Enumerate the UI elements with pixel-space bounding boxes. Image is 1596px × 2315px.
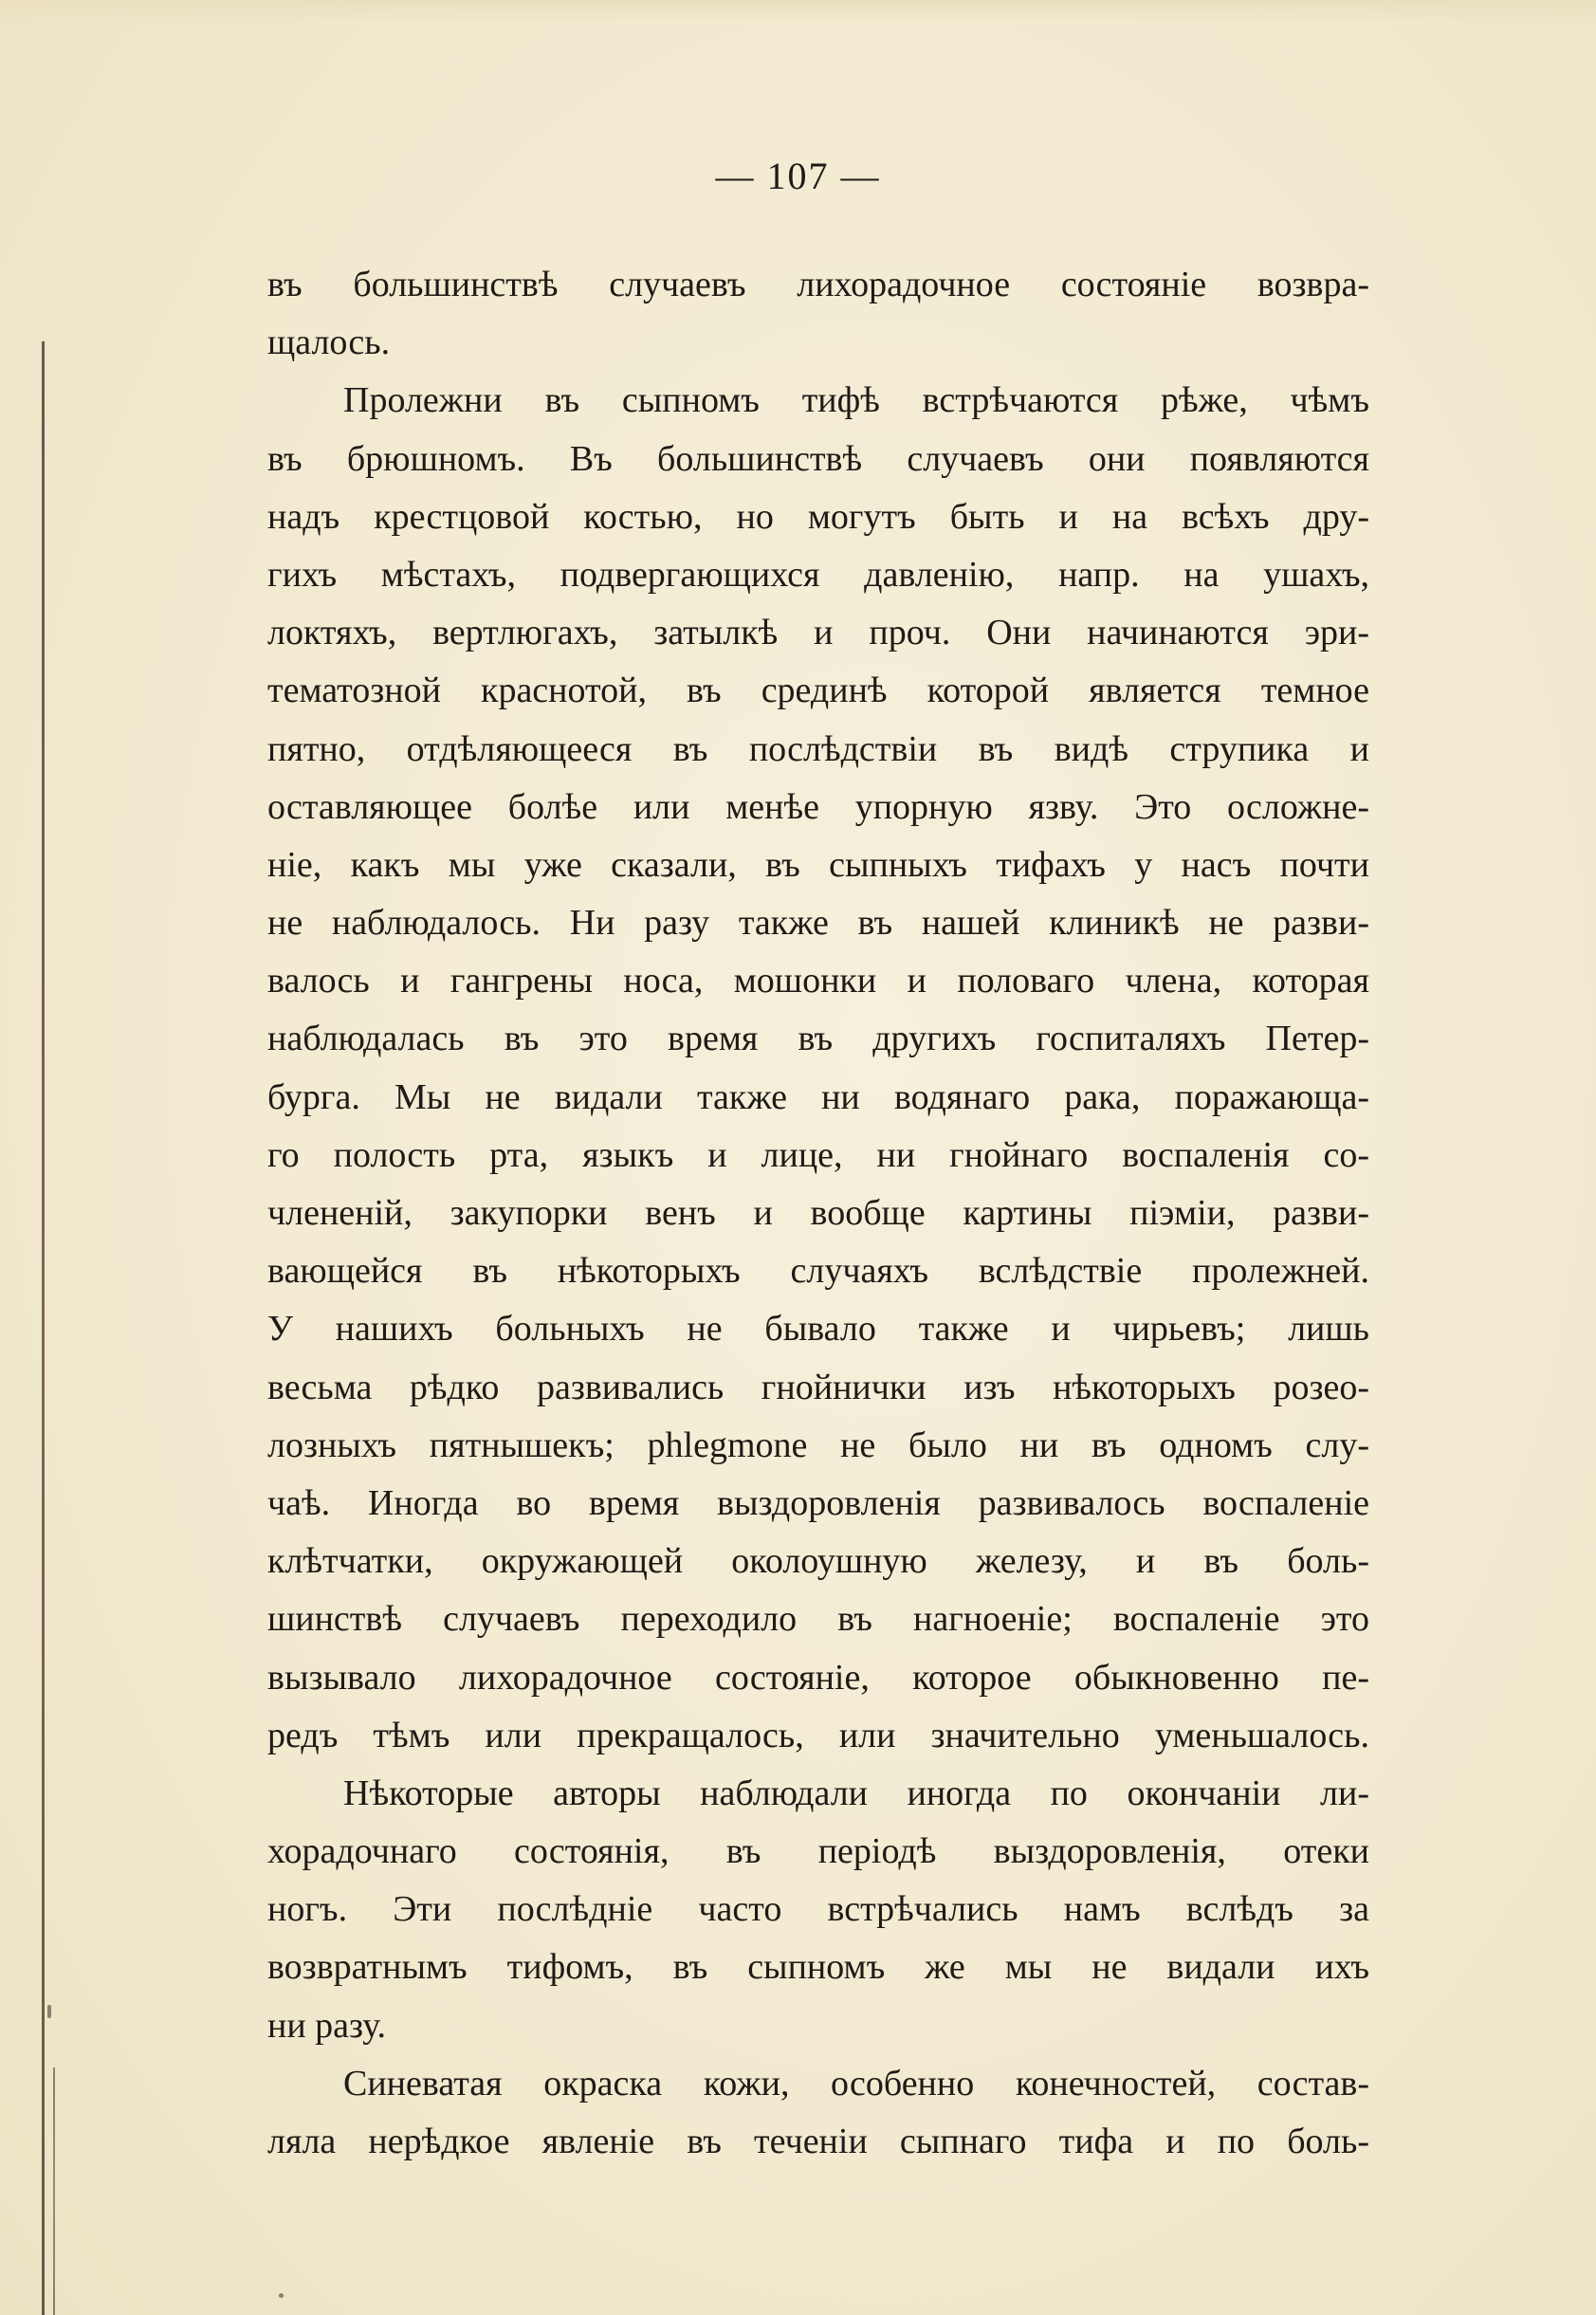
text-line: весьма рѣдко развивались гнойнички изъ нѣкоторыхъ розео- [267, 1367, 1369, 1407]
page-number: — 107 — [715, 155, 881, 197]
text-line: наблюдалась въ это время въ другихъ госпиталяхъ Петер- [267, 1019, 1369, 1059]
text-line: клѣтчатки, окружающей околоушную железу, и въ боль- [267, 1541, 1369, 1582]
text-line: надъ крестцовой костью, но могутъ быть и на всѣхъ дру- [267, 496, 1369, 537]
text-line: вызывало лихорадочное состояніе, которое обыкновенно пе- [267, 1657, 1369, 1698]
text-line: ніе, какъ мы уже сказали, въ сыпныхъ тифахъ у насъ почти [267, 844, 1369, 885]
text-line: лозныхъ пятнышекъ; phlegmone не было ни въ одномъ слу- [267, 1424, 1369, 1465]
binding-edge-line [42, 341, 45, 2315]
text-line: Синеватая окраска кожи, особенно конечностей, состав- [343, 2063, 1369, 2104]
text-line: оставляющее болѣе или менѣе упорную язву. Это осложне- [267, 786, 1369, 827]
text-line: ни разу. [267, 2005, 386, 2046]
binding-inner-line [53, 2067, 55, 2315]
text-line: Нѣкоторые авторы наблюдали иногда по окончаніи ли- [343, 1773, 1369, 1813]
text-line: редъ тѣмъ или прекращалось, или значительно уменьшалось. [267, 1715, 1369, 1755]
body-text [267, 256, 1369, 2171]
text-line: тематозной краснотой, въ срединѣ которой является темное [267, 671, 1369, 711]
text-line: локтяхъ, вертлюгахъ, затылкѣ и проч. Они начинаются эри- [267, 613, 1369, 653]
paper-mark [47, 2005, 51, 2018]
page-top-edge [0, 0, 1596, 25]
text-line: въ большинствѣ случаевъ лихорадочное состояніе возвра- [267, 265, 1369, 304]
text-line: пятно, отдѣляющееся въ послѣдствіи въ видѣ струпика и [267, 728, 1369, 769]
text-line: валось и гангрены носа, мошонки и половаго члена, которая [267, 961, 1369, 1001]
text-line: вающейся въ нѣкоторыхъ случаяхъ вслѣдствіе пролежней. [267, 1251, 1369, 1292]
text-line: не наблюдалось. Ни разу также въ нашей клиникѣ не разви- [267, 903, 1369, 944]
text-line: чаѣ. Иногда во время выздоровленія развивалось воспаленіе [267, 1482, 1369, 1523]
text-line: У нашихъ больныхъ не бывало также и чирьевъ; лишь [267, 1309, 1369, 1350]
text-line: щалось. [267, 322, 391, 363]
text-line: въ брюшномъ. Въ большинствѣ случаевъ они появляются [267, 438, 1369, 479]
text-line: возвратнымъ тифомъ, въ сыпномъ же мы не видали ихъ [267, 1947, 1369, 1988]
text-line: члененій, закупорки венъ и вообще картины піэміи, разви- [267, 1193, 1369, 1233]
text-line: го полость рта, языкъ и лице, ни гнойнаго воспаленія со- [267, 1134, 1369, 1175]
text-line: хорадочнаго состоянія, въ періодѣ выздоровленія, отеки [267, 1831, 1369, 1872]
text-line: Пролежни въ сыпномъ тифѣ встрѣчаются рѣже, чѣмъ [343, 380, 1369, 421]
text-line: бурга. Мы не видали также ни водянаго рака, поражающа- [267, 1076, 1369, 1117]
text-line: шинствѣ случаевъ переходило въ нагноеніе; воспаленіе это [267, 1599, 1369, 1640]
text-line: гихъ мѣстахъ, подвергающихся давленію, напр. на ушахъ, [267, 554, 1369, 595]
text-line: ногъ. Эти послѣдніе часто встрѣчались намъ вслѣдъ за [267, 1889, 1369, 1930]
text-line: ляла нерѣдкое явленіе въ теченіи сыпнаго тифа и по боль- [267, 2122, 1369, 2161]
paper-speck [279, 2293, 284, 2298]
